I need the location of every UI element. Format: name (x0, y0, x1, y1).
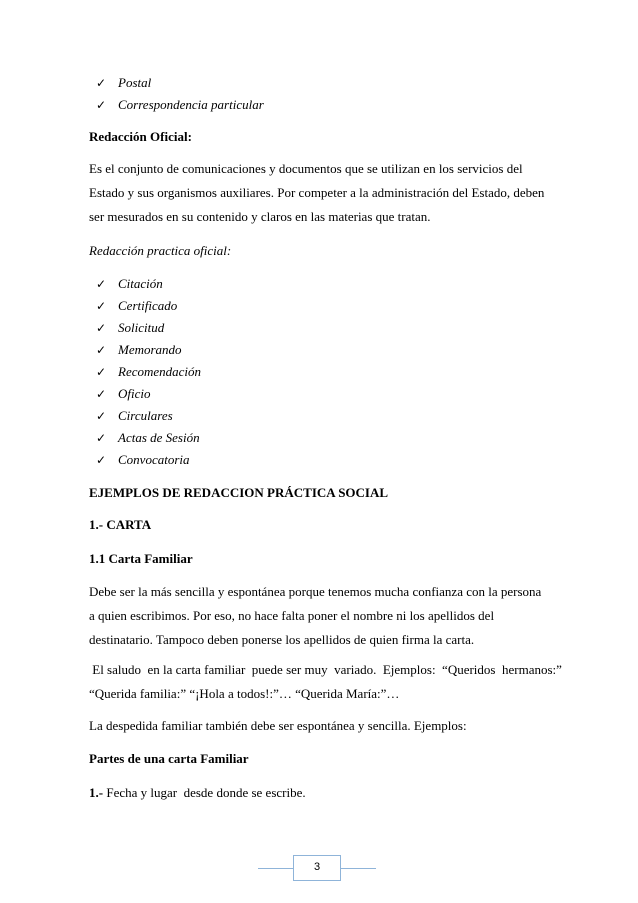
check-icon: ✓ (96, 365, 107, 379)
footer-rule-left (258, 868, 293, 869)
list-item-label: Certificado (118, 298, 178, 313)
partes-item-number: 1.- (89, 785, 104, 800)
paragraph-line: Estado y sus organismos auxiliares. Por competer a la administración del Estado, deben (89, 185, 545, 200)
list-item-actas-de-sesion (96, 430, 200, 446)
list-item-label: Oficio (118, 386, 151, 401)
list-item-solicitud (96, 320, 164, 336)
list-item-memorando (96, 342, 182, 358)
list-item-recomendacion (96, 364, 201, 380)
check-icon: ✓ (96, 409, 107, 423)
list-item-correspondencia (96, 97, 264, 113)
partes-item-text: Fecha y lugar desde donde se escribe. (103, 785, 306, 800)
paragraph-line: Debe ser la más sencilla y espontánea porque tenemos mucha confianza con la persona (89, 584, 542, 599)
check-icon: ✓ (96, 431, 107, 445)
list-item-convocatoria (96, 452, 190, 468)
list-item-label: Recomendación (118, 364, 202, 379)
paragraph-line: Es el conjunto de comunicaciones y documentos que se utilizan en los servicios del (89, 161, 523, 176)
partes-item-1 (89, 785, 306, 801)
footer-rule-right (341, 868, 376, 869)
paragraph-line: El saludo en la carta familiar puede ser muy variado. Ejemplos: “Queridos hermanos:” (89, 662, 562, 677)
paragraph-line: ser mesurados en su contenido y claros en las materias que tratan. (89, 209, 431, 224)
check-icon: ✓ (96, 98, 107, 112)
list-item-label: Postal (118, 75, 152, 90)
list-item-label: Circulares (118, 408, 173, 423)
check-icon: ✓ (96, 387, 107, 401)
check-icon: ✓ (96, 453, 107, 467)
list-item-label: Citación (118, 276, 163, 291)
list-item-circulares (96, 408, 173, 424)
subheading-practica-oficial: Redacción practica oficial: (89, 243, 232, 258)
heading-redaccion-oficial: Redacción Oficial: (89, 129, 192, 144)
list-item-citacion (96, 276, 163, 292)
paragraph-line: “Querida familia:” “¡Hola a todos!:”… “Querida María:”… (89, 686, 400, 701)
heading-carta: 1.- CARTA (89, 517, 152, 532)
heading-carta-familiar: 1.1 Carta Familiar (89, 551, 193, 566)
check-icon: ✓ (96, 321, 107, 335)
list-item-oficio (96, 386, 151, 402)
check-icon: ✓ (96, 76, 107, 90)
list-item-label: Convocatoria (118, 452, 190, 467)
list-item-postal (96, 75, 151, 91)
list-item-label: Solicitud (118, 320, 165, 335)
page-number: 3 (313, 861, 321, 873)
paragraph-line: destinatario. Tampoco deben ponerse los apellidos de quien firma la carta. (89, 632, 475, 647)
list-item-label: Correspondencia particular (118, 97, 264, 112)
paragraph-line: La despedida familiar también debe ser espontánea y sencilla. Ejemplos: (89, 718, 467, 733)
heading-ejemplos: EJEMPLOS DE REDACCION PRÁCTICA SOCIAL (89, 485, 389, 500)
check-icon: ✓ (96, 277, 107, 291)
check-icon: ✓ (96, 299, 107, 313)
heading-partes: Partes de una carta Familiar (89, 751, 249, 766)
paragraph-line: a quien escribimos. Por eso, no hace falta poner el nombre ni los apellidos del (89, 608, 495, 623)
list-item-certificado (96, 298, 177, 314)
list-item-label: Memorando (118, 342, 182, 357)
list-item-label: Actas de Sesión (118, 430, 200, 445)
check-icon: ✓ (96, 343, 107, 357)
